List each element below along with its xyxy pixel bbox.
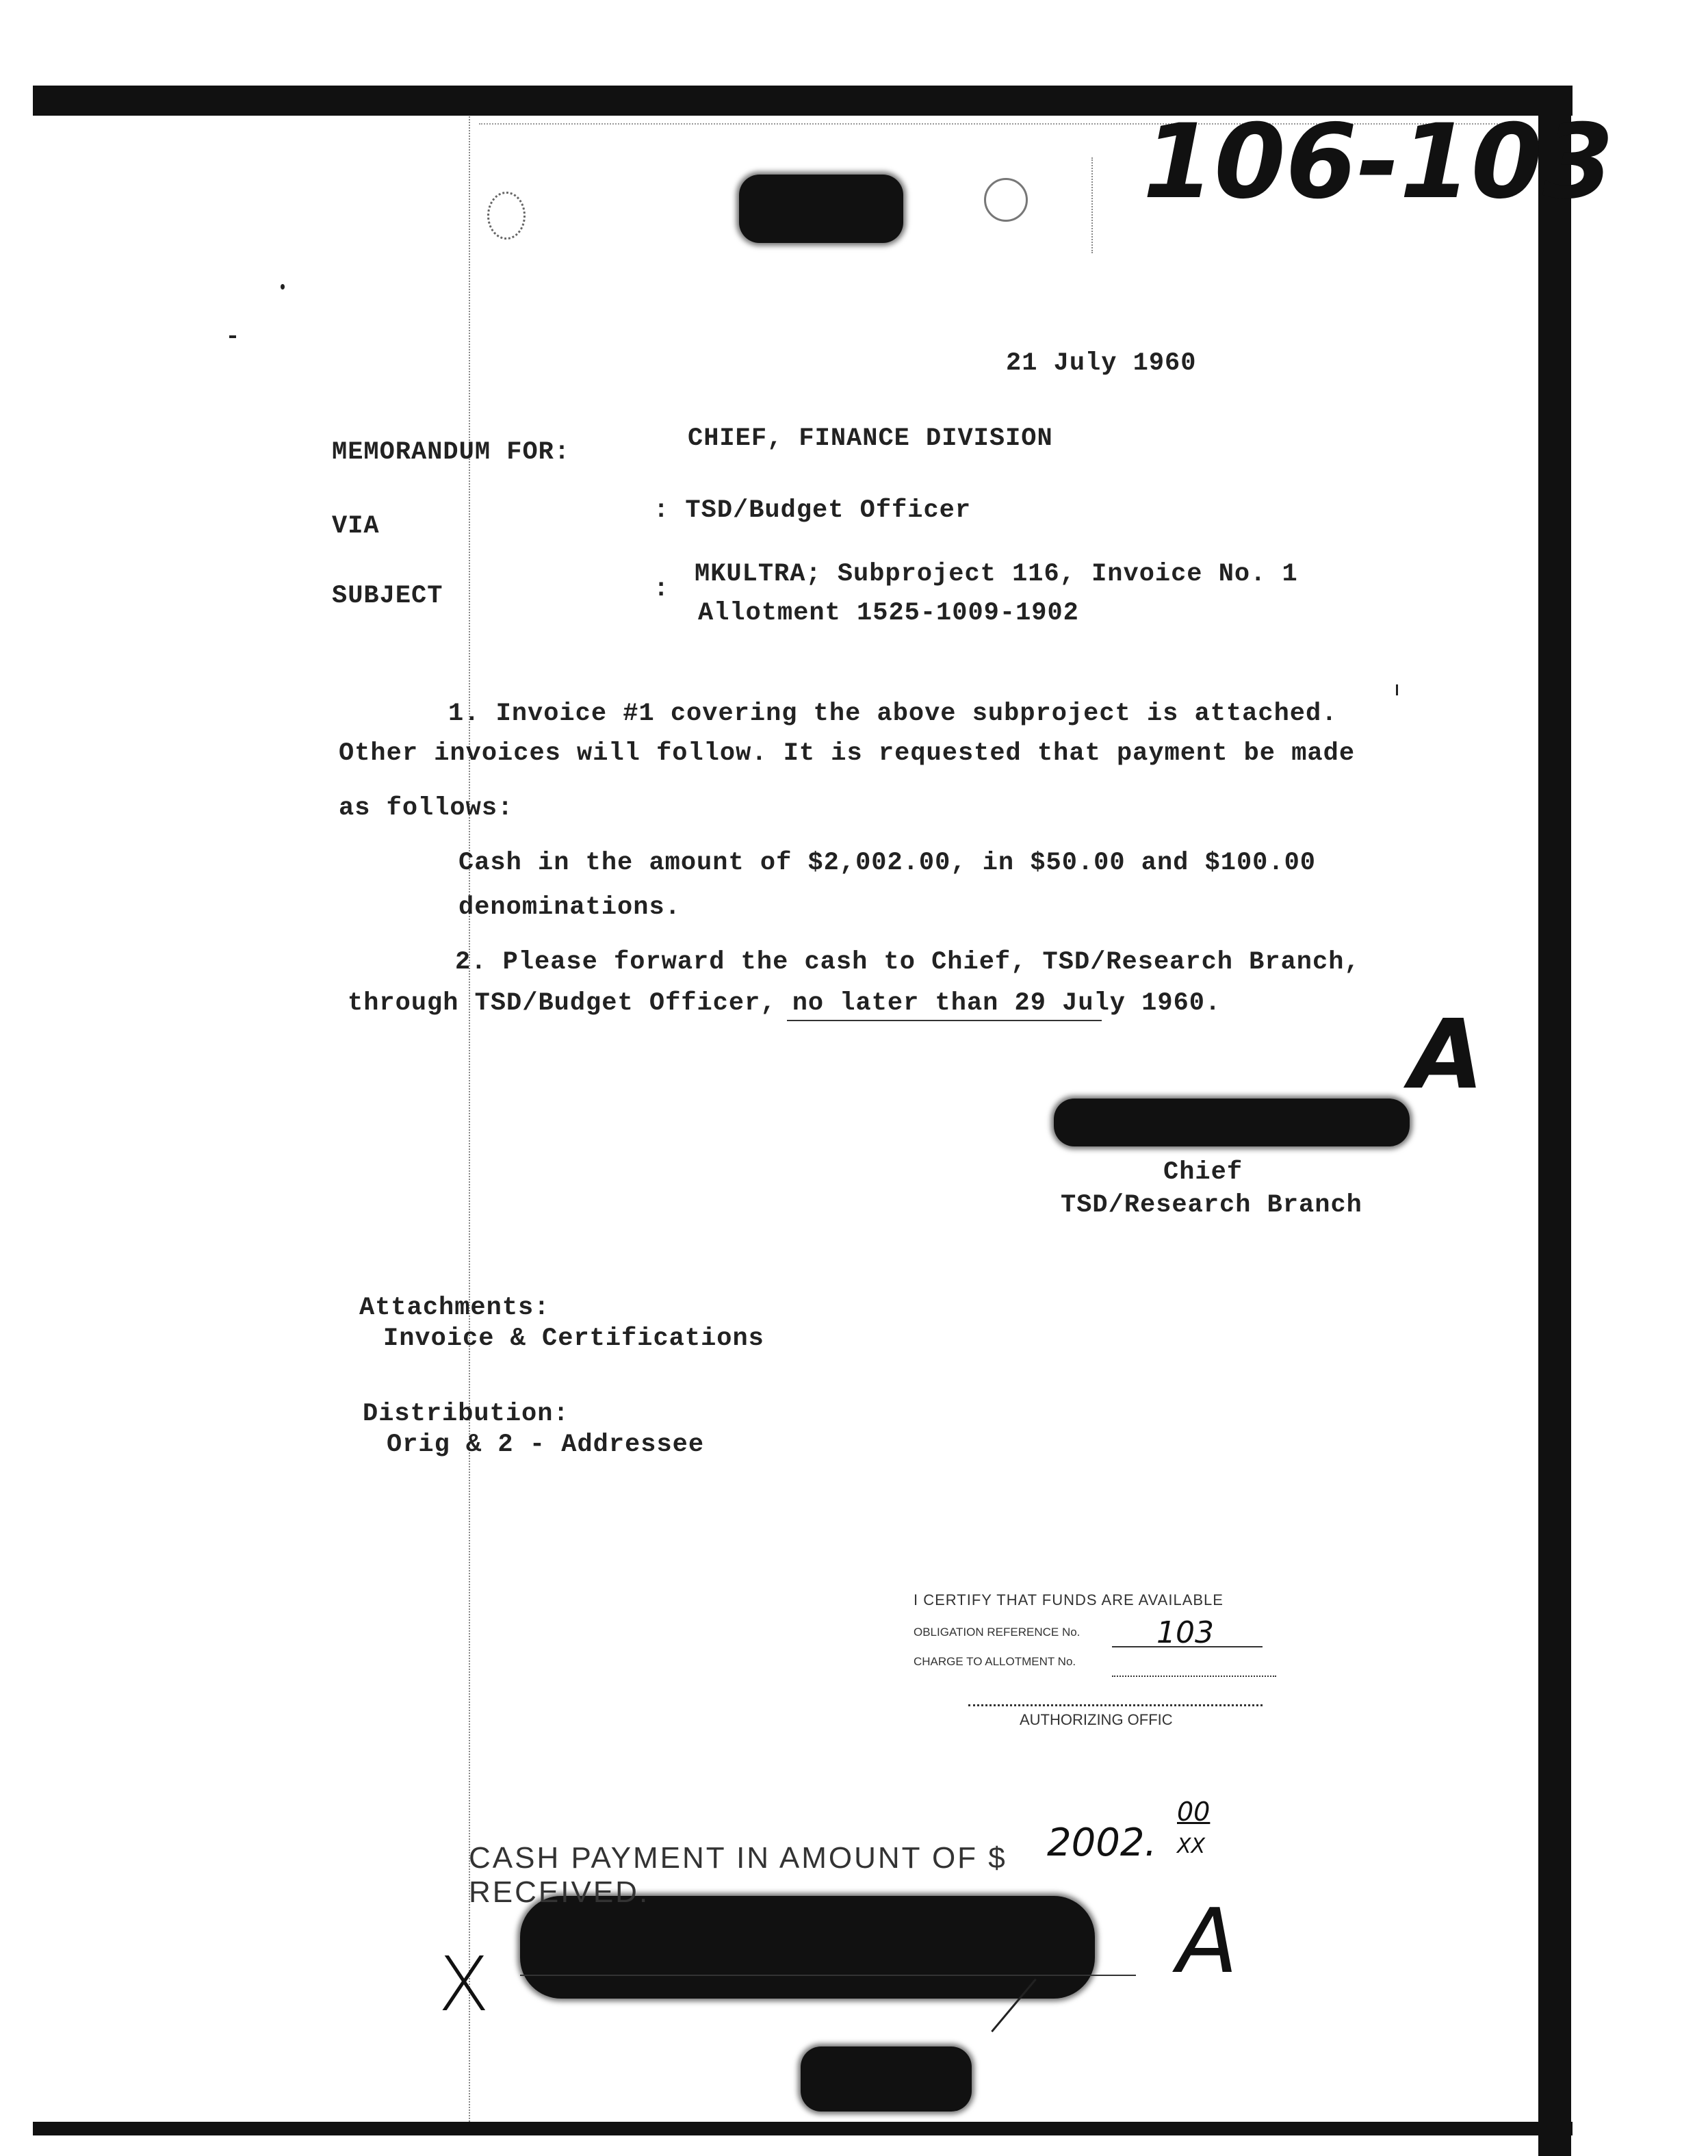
receipt-cents-xx: XX [1177, 1834, 1206, 1858]
receipt-signature-line [520, 1975, 1136, 1976]
receipt-amount: 2002. [1047, 1821, 1157, 1865]
attachments-label: Attachments: [359, 1294, 550, 1322]
deadline-underline [787, 1020, 1102, 1021]
initial-a-2: A [1177, 1889, 1238, 1993]
fold-line-right [1091, 157, 1093, 253]
right-border [1538, 86, 1571, 2156]
paragraph-2-line-1: 2. Please forward the cash to Chief, TSD/Research Branch, [455, 948, 1360, 977]
speck [1396, 684, 1398, 695]
obligation-reference-label: OBLIGATION REFERENCE No. [914, 1626, 1081, 1639]
signature-title-1: Chief [1163, 1158, 1243, 1187]
punch-hole-left [487, 192, 526, 240]
memo-for-value: CHIEF, FINANCE DIVISION [688, 424, 1053, 453]
redaction-bottom [801, 2046, 972, 2112]
redaction-signature [1054, 1099, 1410, 1146]
via-label: VIA [332, 512, 380, 541]
receipt-x-mark: X [438, 1940, 490, 2028]
paragraph-1-line-1: 1. Invoice #1 covering the above subproject is attached. [448, 700, 1338, 728]
authorizing-officer-label: AUTHORIZING OFFIC [1020, 1711, 1173, 1728]
charge-to-allotment-line [1112, 1676, 1276, 1677]
fold-line-left [469, 116, 470, 2122]
authorizing-line [968, 1704, 1263, 1706]
redaction-receipt [520, 1896, 1095, 1999]
subject-line-2: Allotment 1525-1009-1902 [698, 599, 1079, 628]
redaction-top [739, 175, 903, 243]
distribution-label: Distribution: [363, 1400, 569, 1428]
subject-line-1: MKULTRA; Subproject 116, Invoice No. 1 [695, 560, 1298, 589]
distribution-item: Orig & 2 - Addressee [387, 1430, 705, 1459]
speck [229, 335, 236, 338]
via-value: : TSD/Budget Officer [654, 496, 972, 525]
attachments-item: Invoice & Certifications [383, 1324, 764, 1353]
receipt-cents: 00 [1177, 1797, 1211, 1827]
receipt-line-2: RECEIVED. [469, 1875, 650, 1909]
document-number: 106-103 [1143, 103, 1614, 222]
cash-line-1: Cash in the amount of $2,002.00, in $50.00 and $100.00 [458, 849, 1316, 877]
obligation-reference-value: 103 [1156, 1615, 1214, 1650]
signature-title-2: TSD/Research Branch [1061, 1191, 1362, 1220]
cash-line-2: denominations. [458, 893, 681, 922]
initial-a-1: A [1410, 999, 1484, 1111]
memo-for-label: MEMORANDUM FOR: [332, 438, 571, 467]
receipt-line-1: CASH PAYMENT IN AMOUNT OF $ [469, 1841, 1007, 1875]
punch-hole-right [984, 178, 1028, 222]
memo-date: 21 July 1960 [1006, 349, 1197, 378]
paragraph-1-line-3: as follows: [339, 794, 514, 823]
speck [281, 284, 285, 290]
charge-to-allotment-label: CHARGE TO ALLOTMENT No. [914, 1655, 1076, 1668]
certification-line-1: I CERTIFY THAT FUNDS ARE AVAILABLE [914, 1591, 1224, 1608]
bottom-border [33, 2122, 1573, 2135]
subject-colon: : [654, 575, 670, 604]
paragraph-1-line-2: Other invoices will follow. It is requested that payment be made [339, 739, 1356, 768]
paragraph-2-line-2: through TSD/Budget Officer, no later than 29 July 1960. [348, 989, 1221, 1018]
subject-label: SUBJECT [332, 582, 443, 611]
